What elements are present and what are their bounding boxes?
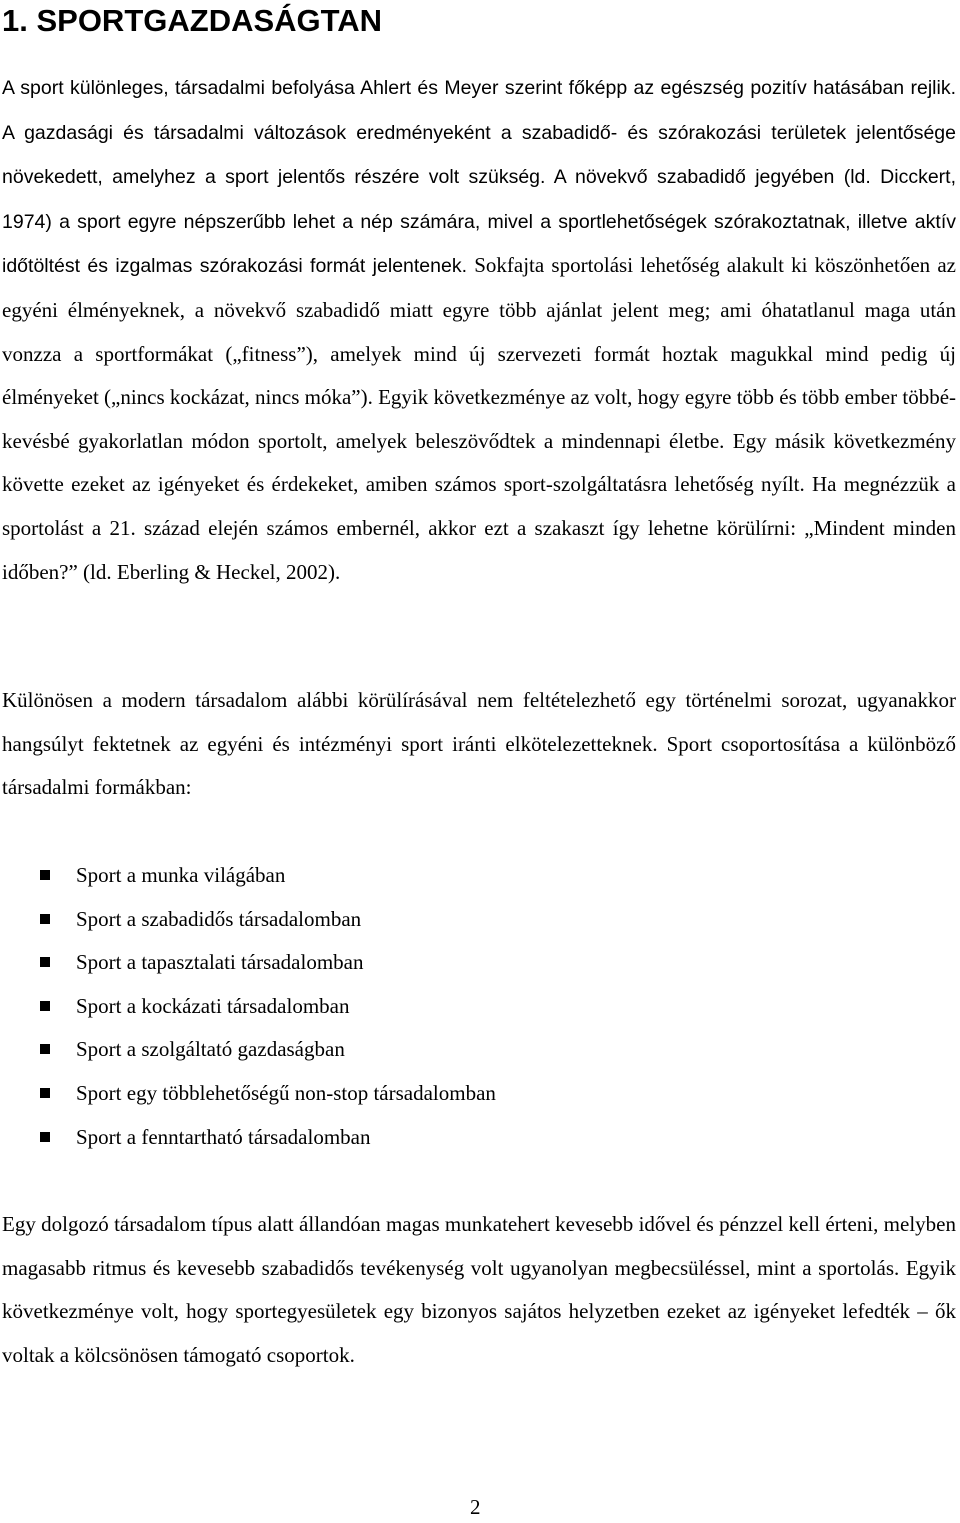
list-item-text: Sport a kockázati társadalomban [76, 993, 350, 1018]
square-bullet-icon [40, 1001, 50, 1011]
list-item-text: Sport a fenntartható társadalomban [76, 1124, 371, 1149]
list-item-text: Sport a munka világában [76, 863, 286, 887]
square-bullet-icon [40, 1088, 50, 1098]
chapter-heading: 1. SPORTGAZDASÁGTAN [2, 3, 383, 38]
paragraph-intro [2, 66, 956, 594]
paragraph-intro-serif-part: Sokfajta sportolási lehetőség alakult ki köszönhetően az egyéni élményeknek, a növekvő szabadidő miatt egyre több ajánlat jelent meg; ami óhatatlanul maga után vonzza a sportformákat („fitness”), amelyek mind új szervezeti formát hoztak magukkal mind pedig új élményeket („nincs kockázat, nincs móka”). Egyik következménye az volt, hogy egyre több és több ember többé-kevésbé gyakorlatlan módon sportolt, amelyek beleszövődtek a mindennapi életbe. Egy másik következmény követte ezeket az igényeket és érdekeket, amiben számos sport-szolgáltatásra lehetőség nyílt. Ha megnézzük a sportolást a 21. század elején számos embernél, akkor ezt a szakaszt így lehetne körülírni: „Mindent minden időben?” (ld. Eberling & Heckel, 2002). [2, 253, 957, 584]
paragraph-working-society: Egy dolgozó társadalom típus alatt állandóan magas munkatehert kevesebb idővel és pénzzel kell érteni, melyben magasabb ritmus és kevesebb szabadidős tevékenység volt ugyanolyan megbecsüléssel, mint a sportolás. Egyik következménye volt, hogy sportegyesületek egy bizonyos sajátos helyzetben ezeket az igényeket lefedték – ők voltak a kölcsönösen támogató csoportok. [2, 1212, 956, 1367]
list-item-text: Sport a szabadidős társadalomban [76, 906, 362, 931]
list-item-text: Sport egy többlehetőségű non-stop társadalomban [76, 1080, 496, 1105]
paragraph-intro-sans-part: A sport különleges, társadalmi befolyása Ahlert és Meyer szerint főképp az egészség pozitív hatásában rejlik. A gazdasági és társadalmi változások eredményeként a szabadidő- és szórakozási területek jelentősége növekedett, amelyhez a sport jelentős részére volt szükség. A növekvő szabadidő jegyében (ld. Dicckert, 1974) a sport egyre népszerűbb lehet a nép számára, mivel a sportlehetőségek szórakoztatnak, illetve aktív időtöltést és izgalmas szórakozási formát jelentenek. [2, 77, 956, 278]
square-bullet-icon [40, 914, 50, 924]
list-item-text: Sport a szolgáltató gazdaságban [76, 1037, 345, 1062]
square-bullet-icon [40, 1044, 50, 1054]
square-bullet-icon [40, 957, 50, 967]
page-number: 2 [470, 1495, 481, 1519]
square-bullet-icon [40, 1132, 50, 1142]
square-bullet-icon [40, 870, 50, 880]
paragraph-modern-society: Különösen a modern társadalom alábbi körülírásával nem feltételezhető egy történelmi sorozat, ugyanakkor hangsúlyt fektetnek az egyéni és intézményi sport iránti elkötelezetteknek. Sport csoportosítása a különböző társadalmi formákban: [2, 688, 956, 800]
list-item-text: Sport a tapasztalati társadalomban [76, 950, 364, 975]
